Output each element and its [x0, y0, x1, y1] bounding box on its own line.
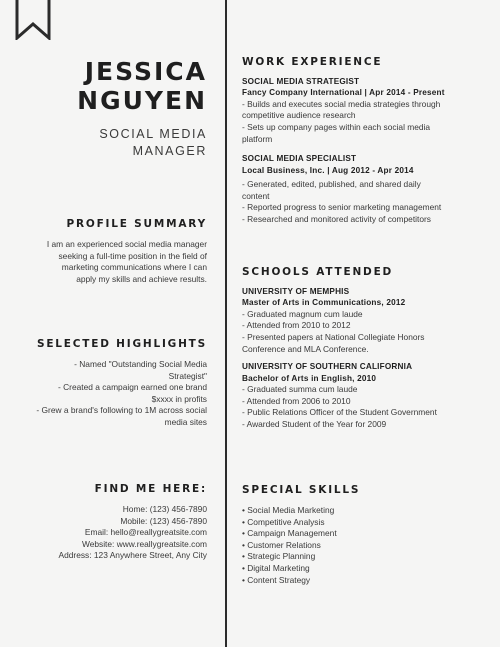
duty-line: - Builds and executes social media strategies through: [242, 98, 441, 109]
highlight-line: - Created a campaign earned one brand: [58, 382, 207, 393]
highlight-line: media sites: [164, 416, 207, 427]
profile-text: [0, 239, 207, 285]
contact-heading: FIND ME HERE:: [94, 483, 207, 495]
skill-item: • Competitive Analysis: [242, 516, 325, 527]
job-duties: [242, 99, 492, 145]
highlights-text: [0, 359, 207, 429]
last-name: NGUYEN: [77, 86, 207, 115]
contact-home: Home: (123) 456-7890: [122, 504, 207, 514]
skill-item: • Digital Marketing: [242, 562, 310, 573]
job-title: SOCIAL MEDIA SPECIALIST: [242, 154, 357, 164]
job-entry: [242, 76, 492, 145]
contact-email: Email: hello@reallygreatsite.com: [84, 527, 207, 538]
duty-line: - Generated, edited, published, and shared daily: [242, 179, 421, 189]
work-section: [242, 56, 492, 225]
candidate-name: [0, 57, 207, 115]
skill-item: • Content Strategy: [242, 574, 311, 585]
skills-section: [242, 484, 492, 586]
school-details: [242, 384, 492, 430]
duty-line: content: [242, 190, 270, 201]
profile-line: apply my skills and achieve results.: [76, 273, 207, 284]
skills-heading: SPECIAL SKILLS: [242, 484, 361, 496]
contact-section: [0, 483, 207, 562]
school-detail-line: Conference and MLA Conference.: [242, 343, 369, 354]
profile-line: marketing communications where I can: [61, 262, 207, 273]
contact-website: Website: www.reallygreatsite.com: [81, 538, 207, 549]
school-detail-line: - Presented papers at National Collegiate Honors: [242, 332, 425, 342]
contact-mobile: Mobile: (123) 456-7890: [120, 515, 207, 526]
work-heading: WORK EXPERIENCE: [242, 56, 383, 68]
profile-line: seeking a full-time position in the field of: [58, 250, 207, 261]
contact-address: Address: 123 Anywhere Street, Any City: [58, 550, 207, 561]
skill-item: • Social Media Marketing: [242, 505, 335, 515]
highlight-line: - Grew a brand's following to 1M across social: [36, 405, 207, 416]
job-entry: [242, 153, 492, 225]
contact-text: [0, 504, 207, 562]
school-detail-line: - Public Relations Officer of the Student Government: [242, 407, 437, 418]
school-degree: Master of Arts in Communications, 2012: [242, 298, 406, 308]
school-entry: [242, 361, 492, 430]
school-detail-line: - Awarded Student of the Year for 2009: [242, 418, 387, 429]
school-degree: Bachelor of Arts in English, 2010: [242, 373, 377, 383]
job-meta: Local Business, Inc. | Aug 2012 - Apr 2014: [242, 165, 414, 175]
duty-line: competitive audience research: [242, 110, 356, 121]
skill-item: • Campaign Management: [242, 528, 337, 539]
school-detail-line: - Attended from 2010 to 2012: [242, 320, 351, 331]
first-name: JESSICA: [84, 57, 207, 86]
school-name: UNIVERSITY OF MEMPHIS: [242, 287, 350, 296]
duty-line: - Researched and monitored activity of competitors: [242, 213, 431, 224]
column-divider: [225, 0, 227, 647]
school-entry: [242, 286, 492, 355]
profile-section: [0, 218, 207, 285]
job-duties: [242, 179, 492, 225]
duty-line: - Sets up company pages within each social media: [242, 122, 431, 132]
school-name: UNIVERSITY OF SOUTHERN CALIFORNIA: [242, 362, 413, 372]
skill-item: • Strategic Planning: [242, 551, 316, 562]
school-detail-line: - Graduated summa cum laude: [242, 384, 358, 394]
school-detail-line: - Graduated magnum cum laude: [242, 308, 363, 319]
bookmark-icon: [15, 0, 51, 40]
profile-heading: PROFILE SUMMARY: [66, 218, 207, 230]
schools-heading: SCHOOLS ATTENDED: [242, 266, 394, 278]
job-role: [0, 126, 207, 160]
highlight-line: Strategist": [168, 370, 207, 381]
highlights-section: [0, 338, 207, 429]
duty-line: platform: [242, 133, 273, 144]
job-title: SOCIAL MEDIA STRATEGIST: [242, 77, 360, 86]
school-detail-line: - Attended from 2006 to 2010: [242, 395, 351, 406]
skill-item: • Customer Relations: [242, 539, 321, 550]
role-line-1: SOCIAL MEDIA: [99, 127, 207, 141]
schools-section: [242, 266, 492, 430]
skills-list: [242, 505, 492, 586]
duty-line: - Reported progress to senior marketing management: [242, 202, 442, 213]
job-meta: Fancy Company International | Apr 2014 - Present: [242, 88, 445, 98]
role-line-2: MANAGER: [132, 144, 207, 158]
highlights-heading: SELECTED HIGHLIGHTS: [36, 338, 207, 350]
highlight-line: $xxxx in profits: [151, 393, 207, 404]
profile-line: I am an experienced social media manager: [46, 239, 207, 249]
highlight-line: - Named "Outstanding Social Media: [74, 359, 207, 369]
school-details: [242, 309, 492, 355]
